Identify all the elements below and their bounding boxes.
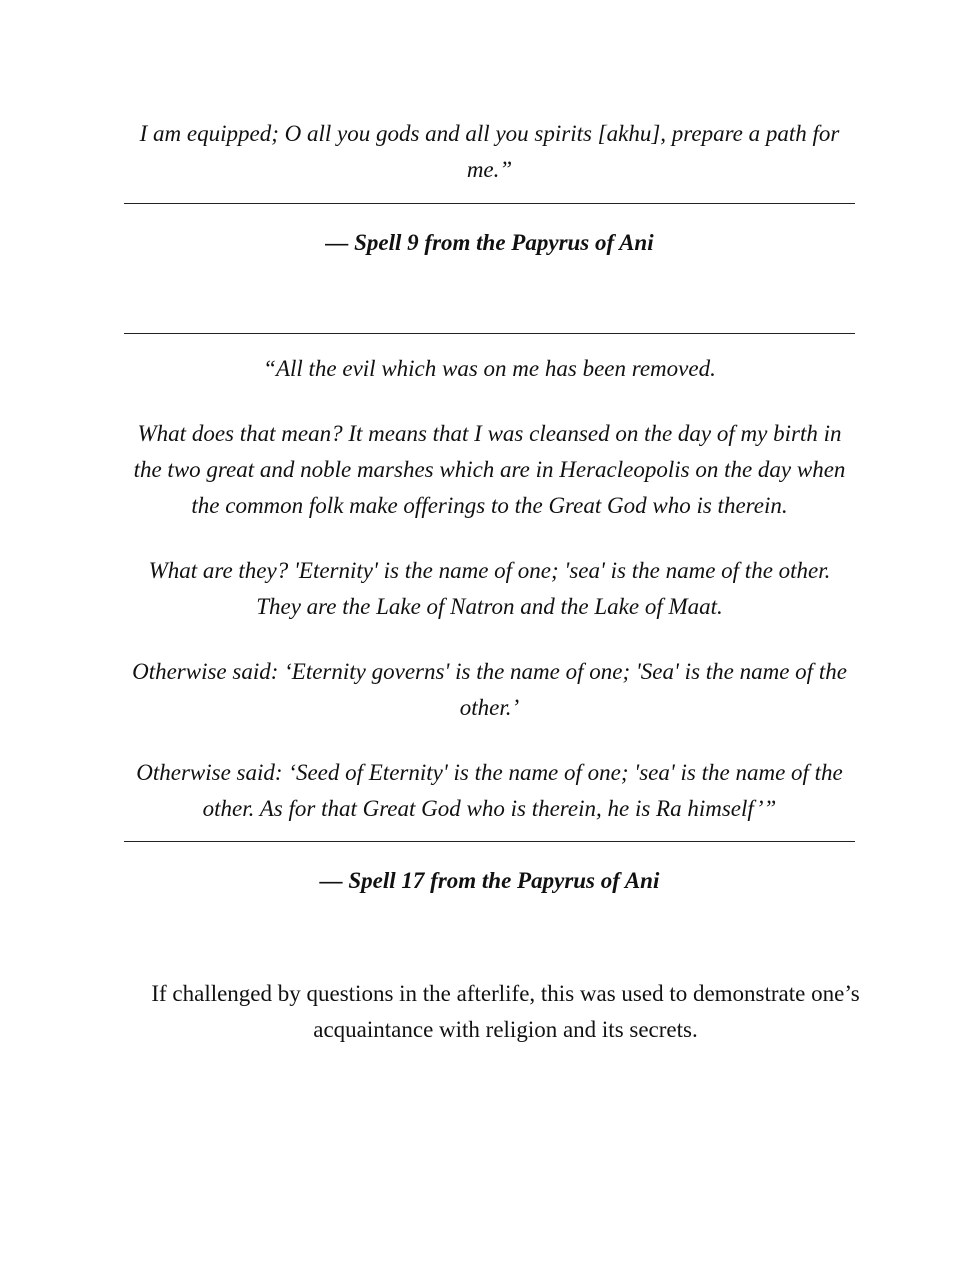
divider <box>124 333 855 334</box>
quote-spell-9: I am equipped; O all you gods and all you spirits [akhu], prepare a path for me.” <box>139 121 840 182</box>
divider <box>124 203 855 204</box>
quote-paragraph: What does that mean? It means that I was cleansed on the day of my birth in the two great and noble marshes which are in Heracleopolis on the day when the common folk make offerings to the Great God who is therein. <box>133 421 846 518</box>
quote-spell-17 <box>124 351 855 856</box>
attribution-spell-17: — Spell 17 from the Papyrus of Ani <box>319 868 660 893</box>
attribution-spell-9: — Spell 9 from the Papyrus of Ani <box>325 230 654 255</box>
quote-paragraph: Otherwise said: ‘Eternity governs' is the name of one; 'Sea' is the name of the other.’ <box>132 659 847 720</box>
divider <box>124 841 855 842</box>
quote-paragraph: What are they? 'Eternity' is the name of one; 'sea' is the name of the other. They are the Lake of Natron and the Lake of Maat. <box>148 558 831 619</box>
quote-paragraph: “All the evil which was on me has been removed. <box>263 356 716 381</box>
explanatory-note: If challenged by questions in the afterlife, this was used to demonstrate one’s acquaintance with religion and its secrets. <box>151 981 860 1042</box>
quote-paragraph: Otherwise said: ‘Seed of Eternity' is the name of one; 'sea' is the name of the other. As for that Great God who is therein, he is Ra himself’” <box>136 760 843 821</box>
